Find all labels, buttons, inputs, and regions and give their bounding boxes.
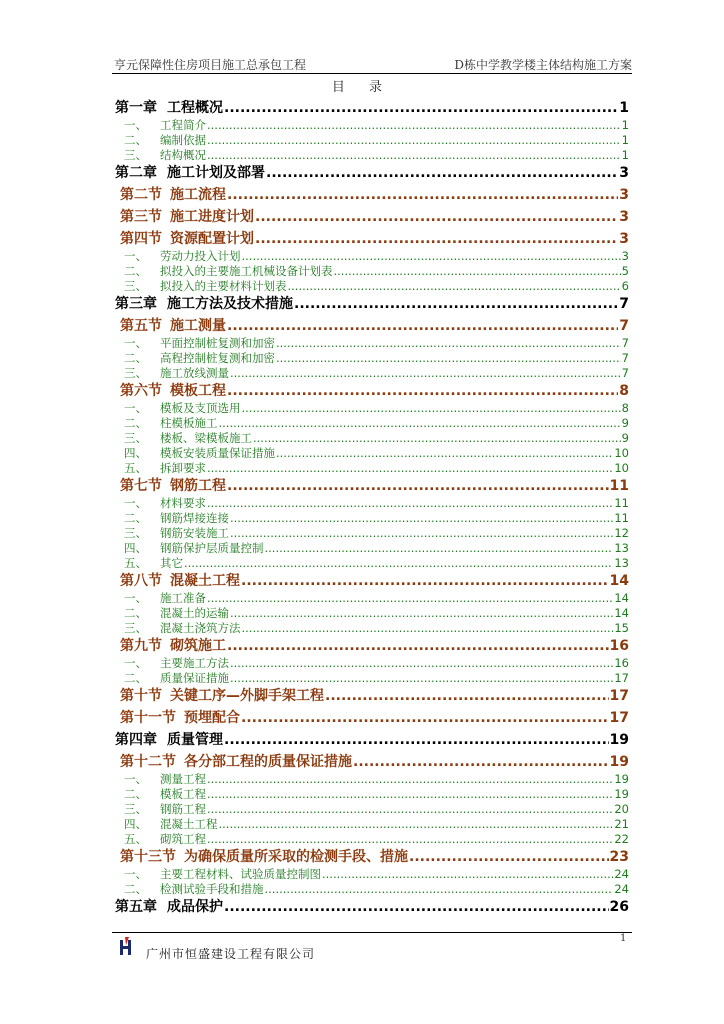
toc-entry-item[interactable] bbox=[115, 786, 629, 802]
toc-entry-number: 三、 bbox=[124, 148, 147, 162]
toc-entry-number: 一、 bbox=[124, 401, 147, 415]
toc-dot-leader bbox=[219, 817, 614, 831]
toc-entry-item[interactable] bbox=[115, 525, 629, 541]
toc-dot-leader bbox=[184, 556, 613, 570]
toc-entry-label: 砌筑工程 bbox=[160, 832, 206, 846]
toc-entry-section[interactable] bbox=[115, 475, 629, 495]
toc-entry-label: 施工放线测量 bbox=[160, 366, 229, 380]
toc-entry-section[interactable] bbox=[115, 380, 629, 400]
toc-entry-number: 五、 bbox=[124, 556, 147, 570]
toc-entry-number: 三、 bbox=[124, 431, 147, 445]
toc-entry-label: 平面控制桩复测和加密 bbox=[160, 336, 275, 350]
toc-entry-item[interactable] bbox=[115, 445, 629, 461]
toc-dot-leader bbox=[288, 279, 621, 293]
toc-entry-item[interactable] bbox=[115, 881, 629, 897]
toc-dot-leader bbox=[230, 656, 613, 670]
toc-entry-label: 柱模板施工 bbox=[160, 416, 218, 430]
toc-entry-item[interactable] bbox=[115, 510, 629, 526]
toc-entry-page: 19 bbox=[609, 754, 629, 770]
toc-entry-page: 3 bbox=[621, 249, 629, 263]
toc-entry-number: 第五节 bbox=[120, 318, 162, 334]
toc-dot-leader bbox=[207, 802, 613, 816]
toc-entry-number: 二、 bbox=[124, 606, 147, 620]
toc-entry-page: 10 bbox=[614, 446, 629, 460]
toc-entry-chapter[interactable] bbox=[115, 97, 629, 117]
toc-entry-number: 第三节 bbox=[120, 209, 162, 225]
toc-entry-page: 17 bbox=[614, 671, 629, 685]
toc-entry-page: 7 bbox=[621, 336, 629, 350]
toc-entry-number: 二、 bbox=[124, 511, 147, 525]
toc-entry-label: 高程控制桩复测和加密 bbox=[160, 351, 275, 365]
toc-entry-label: 主要工程材料、试验质量控制图 bbox=[160, 867, 321, 881]
toc-entry-page: 10 bbox=[614, 461, 629, 475]
toc-entry-page: 17 bbox=[609, 710, 629, 726]
toc-entry-label: 施工测量 bbox=[170, 318, 226, 334]
toc-dot-leader bbox=[207, 832, 613, 846]
toc-entry-section[interactable] bbox=[115, 570, 629, 590]
toc-entry-item[interactable] bbox=[115, 801, 629, 817]
toc-dot-leader bbox=[266, 165, 618, 181]
toc-entry-number: 二、 bbox=[124, 264, 147, 278]
toc-dot-leader bbox=[255, 209, 618, 225]
toc-entry-label: 混凝土工程 bbox=[170, 573, 240, 589]
toc-dot-leader bbox=[253, 431, 621, 445]
company-logo-icon bbox=[117, 935, 139, 957]
toc-dot-leader bbox=[353, 754, 609, 770]
toc-dot-leader bbox=[224, 899, 609, 915]
toc-entry-page: 1 bbox=[619, 100, 629, 116]
toc-dot-leader bbox=[207, 133, 621, 147]
toc-entry-number: 第二节 bbox=[120, 187, 162, 203]
toc-entry-page: 14 bbox=[614, 606, 629, 620]
toc-entry-label: 施工准备 bbox=[160, 591, 206, 605]
running-header bbox=[112, 55, 632, 74]
toc-entry-page: 16 bbox=[614, 656, 629, 670]
toc-entry-number: 第四章 bbox=[115, 732, 157, 748]
toc-entry-chapter[interactable] bbox=[115, 896, 629, 916]
toc-dot-leader bbox=[207, 591, 613, 605]
toc-entry-item[interactable] bbox=[115, 117, 629, 133]
toc-entry-item[interactable] bbox=[115, 605, 629, 621]
toc-entry-number: 二、 bbox=[124, 416, 147, 430]
toc-entry-label: 质量管理 bbox=[167, 732, 223, 748]
toc-dot-leader bbox=[207, 787, 613, 801]
toc-dot-leader bbox=[227, 478, 609, 494]
toc-dot-leader bbox=[224, 100, 618, 116]
toc-dot-leader bbox=[241, 573, 609, 589]
toc-entry-chapter[interactable] bbox=[115, 293, 629, 313]
toc-entry-number: 一、 bbox=[124, 118, 147, 132]
toc-entry-page: 7 bbox=[619, 296, 629, 312]
toc-entry-page: 14 bbox=[614, 591, 629, 605]
toc-dot-leader bbox=[227, 187, 618, 203]
toc-entry-item[interactable] bbox=[115, 415, 629, 431]
toc-entry-number: 第十三节 bbox=[120, 849, 176, 865]
toc-entry-item[interactable] bbox=[115, 350, 629, 366]
toc-entry-label: 钢筋工程 bbox=[170, 478, 226, 494]
toc-entry-page: 21 bbox=[614, 817, 629, 831]
toc-dot-leader bbox=[276, 446, 613, 460]
toc-dot-leader bbox=[219, 416, 621, 430]
toc-entry-label: 施工方法及技术措施 bbox=[167, 296, 293, 312]
toc-entry-label: 钢筋安装施工 bbox=[160, 526, 229, 540]
toc-entry-page: 13 bbox=[614, 541, 629, 555]
toc-dot-leader bbox=[207, 148, 621, 162]
toc-dot-leader bbox=[276, 351, 621, 365]
toc-entry-page: 12 bbox=[614, 526, 629, 540]
toc-dot-leader bbox=[265, 882, 614, 896]
toc-entry-page: 1 bbox=[621, 118, 629, 132]
toc-entry-number: 一、 bbox=[124, 496, 147, 510]
toc-entry-label: 质量保证措施 bbox=[160, 671, 229, 685]
toc-entry-item[interactable] bbox=[115, 620, 629, 636]
toc-entry-item[interactable] bbox=[115, 263, 629, 279]
toc-entry-page: 7 bbox=[621, 366, 629, 380]
toc-entry-number: 一、 bbox=[124, 249, 147, 263]
toc-entry-number: 二、 bbox=[124, 351, 147, 365]
footer-page-number: 1 bbox=[620, 933, 627, 944]
toc-entry-label: 工程简介 bbox=[160, 118, 206, 132]
toc-entry-item[interactable] bbox=[115, 335, 629, 351]
toc-entry-label: 砌筑施工 bbox=[170, 638, 226, 654]
toc-entry-number: 第一章 bbox=[115, 100, 157, 116]
toc-entry-label: 拆卸要求 bbox=[160, 461, 206, 475]
toc-entry-number: 五、 bbox=[124, 461, 147, 475]
toc-entry-page: 6 bbox=[621, 279, 629, 293]
toc-entry-section[interactable] bbox=[115, 846, 629, 866]
toc-entry-number: 一、 bbox=[124, 867, 147, 881]
toc-entry-number: 四、 bbox=[124, 446, 147, 460]
toc-entry-number: 二、 bbox=[124, 133, 147, 147]
toc-entry-number: 三、 bbox=[124, 621, 147, 635]
toc-dot-leader bbox=[409, 849, 609, 865]
toc-entry-page: 8 bbox=[619, 383, 629, 399]
toc-dot-leader bbox=[207, 496, 613, 510]
toc-entry-label: 预埋配合 bbox=[184, 710, 240, 726]
toc-entry-page: 1 bbox=[621, 148, 629, 162]
toc-dot-leader bbox=[322, 867, 613, 881]
toc-entry-section[interactable] bbox=[115, 228, 629, 248]
toc-entry-label: 资源配置计划 bbox=[170, 231, 254, 247]
toc-entry-section[interactable] bbox=[115, 685, 629, 705]
toc-entry-label: 施工流程 bbox=[170, 187, 226, 203]
toc-entry-section[interactable] bbox=[115, 635, 629, 655]
toc-dot-leader bbox=[230, 671, 613, 685]
toc-entry-label: 拟投入的主要材料计划表 bbox=[160, 279, 287, 293]
toc-entry-number: 四、 bbox=[124, 541, 147, 555]
toc-dot-leader bbox=[227, 638, 609, 654]
toc-entry-page: 24 bbox=[614, 882, 629, 896]
toc-entry-item[interactable] bbox=[115, 540, 629, 556]
toc-entry-number: 第十二节 bbox=[120, 754, 176, 770]
toc-entry-number: 三、 bbox=[124, 802, 147, 816]
footer-divider bbox=[112, 932, 632, 933]
toc-entry-page: 7 bbox=[619, 318, 629, 334]
toc-entry-label: 楼板、梁模板施工 bbox=[160, 431, 252, 445]
toc-entry-item[interactable] bbox=[115, 248, 629, 264]
toc-entry-number: 二、 bbox=[124, 787, 147, 801]
toc-entry-label: 钢筋焊接连接 bbox=[160, 511, 229, 525]
toc-entry-item[interactable] bbox=[115, 147, 629, 163]
toc-dot-leader bbox=[230, 511, 613, 525]
toc-entry-label: 钢筋保护层质量控制 bbox=[160, 541, 264, 555]
toc-entry-page: 22 bbox=[614, 832, 629, 846]
toc-entry-label: 各分部工程的质量保证措施 bbox=[184, 754, 352, 770]
toc-entry-number: 一、 bbox=[124, 336, 147, 350]
toc-entry-item[interactable] bbox=[115, 365, 629, 381]
toc-entry-label: 模板工程 bbox=[160, 787, 206, 801]
toc-entry-number: 第四节 bbox=[120, 231, 162, 247]
toc-dot-leader bbox=[242, 401, 621, 415]
toc-entry-chapter[interactable] bbox=[115, 162, 629, 182]
toc-entry-page: 1 bbox=[621, 133, 629, 147]
toc-entry-number: 一、 bbox=[124, 591, 147, 605]
toc-entry-label: 主要施工方法 bbox=[160, 656, 229, 670]
toc-entry-label: 材料要求 bbox=[160, 496, 206, 510]
toc-entry-number: 第六节 bbox=[120, 383, 162, 399]
toc-entry-label: 结构概况 bbox=[160, 148, 206, 162]
toc-entry-item[interactable] bbox=[115, 495, 629, 511]
toc-entry-page: 15 bbox=[614, 621, 629, 635]
toc-entry-page: 17 bbox=[609, 688, 629, 704]
toc-entry-page: 13 bbox=[614, 556, 629, 570]
toc-entry-page: 3 bbox=[619, 165, 629, 181]
toc-entry-section[interactable] bbox=[115, 184, 629, 204]
toc-entry-number: 二、 bbox=[124, 671, 147, 685]
toc-entry-number: 四、 bbox=[124, 817, 147, 831]
toc-entry-number: 第三章 bbox=[115, 296, 157, 312]
toc-entry-section[interactable] bbox=[115, 315, 629, 335]
toc-entry-item[interactable] bbox=[115, 278, 629, 294]
toc-entry-number: 第七节 bbox=[120, 478, 162, 494]
toc-entry-label: 模板安装质量保证措施 bbox=[160, 446, 275, 460]
toc-entry-item[interactable] bbox=[115, 670, 629, 686]
toc-entry-page: 9 bbox=[621, 416, 629, 430]
toc-entry-number: 第十一节 bbox=[120, 710, 176, 726]
footer-company-name: 广州市恒盛建设工程有限公司 bbox=[146, 947, 316, 961]
toc-entry-label: 模板及支顶选用 bbox=[160, 401, 241, 415]
toc-dot-leader bbox=[227, 383, 618, 399]
toc-entry-page: 19 bbox=[614, 787, 629, 801]
toc-entry-label: 其它 bbox=[160, 556, 183, 570]
toc-entry-page: 8 bbox=[621, 401, 629, 415]
toc-entry-number: 二、 bbox=[124, 882, 147, 896]
toc-entry-number: 一、 bbox=[124, 656, 147, 670]
toc-entry-number: 三、 bbox=[124, 366, 147, 380]
toc-entry-section[interactable] bbox=[115, 751, 629, 771]
toc-entry-page: 14 bbox=[609, 573, 629, 589]
toc-entry-number: 一、 bbox=[124, 772, 147, 786]
toc-dot-leader bbox=[325, 688, 609, 704]
toc-entry-chapter[interactable] bbox=[115, 729, 629, 749]
toc-dot-leader bbox=[334, 264, 621, 278]
toc-entry-section[interactable] bbox=[115, 206, 629, 226]
toc-entry-label: 检测试验手段和措施 bbox=[160, 882, 264, 896]
toc-entry-item[interactable] bbox=[115, 655, 629, 671]
toc-dot-leader bbox=[265, 541, 614, 555]
toc-entry-label: 施工进度计划 bbox=[170, 209, 254, 225]
toc-entry-item[interactable] bbox=[115, 866, 629, 882]
toc-entry-page: 16 bbox=[609, 638, 629, 654]
toc-entry-number: 第八节 bbox=[120, 573, 162, 589]
toc-dot-leader bbox=[207, 118, 621, 132]
toc-entry-page: 23 bbox=[609, 849, 629, 865]
toc-entry-page: 9 bbox=[621, 431, 629, 445]
toc-entry-number: 五、 bbox=[124, 832, 147, 846]
toc-entry-label: 成品保护 bbox=[167, 899, 223, 915]
toc-entry-number: 三、 bbox=[124, 279, 147, 293]
toc-entry-page: 3 bbox=[619, 209, 629, 225]
toc-entry-label: 工程概况 bbox=[167, 100, 223, 116]
toc-dot-leader bbox=[294, 296, 618, 312]
toc-entry-number: 第九节 bbox=[120, 638, 162, 654]
header-project-name: 亨元保障性住房项目施工总承包工程 bbox=[114, 58, 307, 72]
toc-entry-label: 混凝土的运输 bbox=[160, 606, 229, 620]
toc-dot-leader bbox=[207, 461, 613, 475]
toc-dot-leader bbox=[242, 621, 614, 635]
toc-entry-page: 20 bbox=[614, 802, 629, 816]
toc-entry-page: 11 bbox=[609, 478, 629, 494]
toc-entry-page: 11 bbox=[614, 511, 629, 525]
toc-entry-number: 第五章 bbox=[115, 899, 157, 915]
toc-entry-label: 编制依据 bbox=[160, 133, 206, 147]
toc-dot-leader bbox=[230, 366, 621, 380]
toc-entry-label: 混凝土工程 bbox=[160, 817, 218, 831]
toc-entry-item[interactable] bbox=[115, 430, 629, 446]
toc-dot-leader bbox=[230, 526, 613, 540]
toc-entry-label: 施工计划及部署 bbox=[167, 165, 265, 181]
toc-entry-page: 24 bbox=[614, 867, 629, 881]
toc-dot-leader bbox=[242, 249, 621, 263]
toc-entry-item[interactable] bbox=[115, 816, 629, 832]
toc-title: 目 录 bbox=[331, 80, 393, 95]
toc-entry-page: 7 bbox=[621, 351, 629, 365]
toc-entry-page: 3 bbox=[619, 187, 629, 203]
toc-entry-page: 5 bbox=[621, 264, 629, 278]
toc-dot-leader bbox=[276, 336, 621, 350]
header-document-name: D栋中学教学楼主体结构施工方案 bbox=[454, 58, 632, 72]
toc-entry-label: 为确保质量所采取的检测手段、措施 bbox=[184, 849, 408, 865]
toc-entry-page: 11 bbox=[614, 496, 629, 510]
toc-dot-leader bbox=[224, 732, 609, 748]
toc-entry-section[interactable] bbox=[115, 707, 629, 727]
toc-entry-number: 第二章 bbox=[115, 165, 157, 181]
toc-entry-item[interactable] bbox=[115, 460, 629, 476]
toc-entry-item[interactable] bbox=[115, 831, 629, 847]
toc-entry-label: 模板工程 bbox=[170, 383, 226, 399]
toc-entry-item[interactable] bbox=[115, 590, 629, 606]
toc-entry-item[interactable] bbox=[115, 400, 629, 416]
toc-entry-item[interactable] bbox=[115, 771, 629, 787]
toc-entry-item[interactable] bbox=[115, 555, 629, 571]
toc-entry-number: 第十节 bbox=[120, 688, 162, 704]
toc-entry-label: 劳动力投入计划 bbox=[160, 249, 241, 263]
toc-entry-number: 三、 bbox=[124, 526, 147, 540]
toc-entry-label: 关键工序—外脚手架工程 bbox=[170, 688, 324, 704]
toc-entry-item[interactable] bbox=[115, 132, 629, 148]
toc-entry-page: 19 bbox=[609, 732, 629, 748]
toc-dot-leader bbox=[230, 606, 613, 620]
toc-entry-label: 拟投入的主要施工机械设备计划表 bbox=[160, 264, 333, 278]
toc-dot-leader bbox=[241, 710, 609, 726]
toc-entry-page: 19 bbox=[614, 772, 629, 786]
toc-dot-leader bbox=[227, 318, 618, 334]
toc-entry-label: 混凝土浇筑方法 bbox=[160, 621, 241, 635]
toc-entry-page: 3 bbox=[619, 231, 629, 247]
toc-dot-leader bbox=[207, 772, 613, 786]
toc-entry-label: 钢筋工程 bbox=[160, 802, 206, 816]
toc-dot-leader bbox=[255, 231, 618, 247]
toc-entry-page: 26 bbox=[609, 899, 629, 915]
toc-entry-label: 测量工程 bbox=[160, 772, 206, 786]
